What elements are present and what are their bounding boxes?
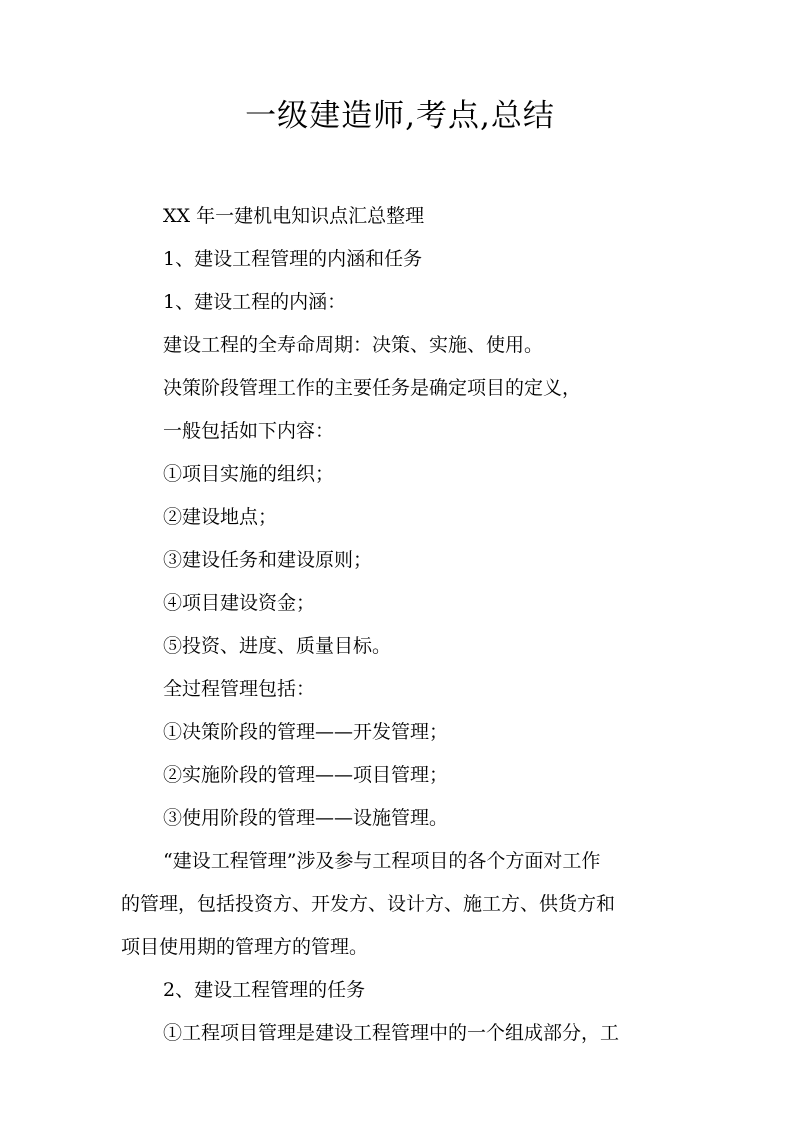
- text-line: “建设工程管理”涉及参与工程项目的各个方面对工作: [163, 850, 601, 872]
- text-line: 2、建设工程管理的任务: [163, 979, 366, 1001]
- text-line: ②建设地点；: [163, 506, 278, 528]
- text-line: 全过程管理包括：: [163, 678, 316, 700]
- text-line: 的管理，包括投资方、开发方、设计方、施工方、供货方和: [121, 893, 616, 915]
- text-line: 1、建设工程管理的内涵和任务: [163, 248, 423, 270]
- text-line: ③建设任务和建设原则；: [163, 549, 373, 571]
- text-line: 一般包括如下内容：: [163, 420, 335, 442]
- text-line: ⑤投资、进度、质量目标。: [163, 635, 392, 657]
- text-line: ①决策阶段的管理——开发管理；: [163, 721, 449, 743]
- text-line: ①工程项目管理是建设工程管理中的一个组成部分，工: [163, 1022, 620, 1044]
- text-line: 决策阶段管理工作的主要任务是确定项目的定义，: [163, 377, 582, 399]
- text-line: ②实施阶段的管理——项目管理；: [163, 764, 449, 786]
- text-line: XX 年一建机电知识点汇总整理: [163, 205, 425, 227]
- document-title: 一级建造师,考点,总结: [245, 98, 555, 134]
- text-line: 项目使用期的管理方的管理。: [121, 936, 369, 958]
- text-line: ④项目建设资金；: [163, 592, 316, 614]
- text-line: ①项目实施的组织；: [163, 463, 335, 485]
- text-line: 建设工程的全寿命周期：决策、实施、使用。: [163, 334, 544, 356]
- text-line: ③使用阶段的管理——设施管理。: [163, 807, 449, 829]
- text-line: 1、建设工程的内涵：: [163, 291, 347, 313]
